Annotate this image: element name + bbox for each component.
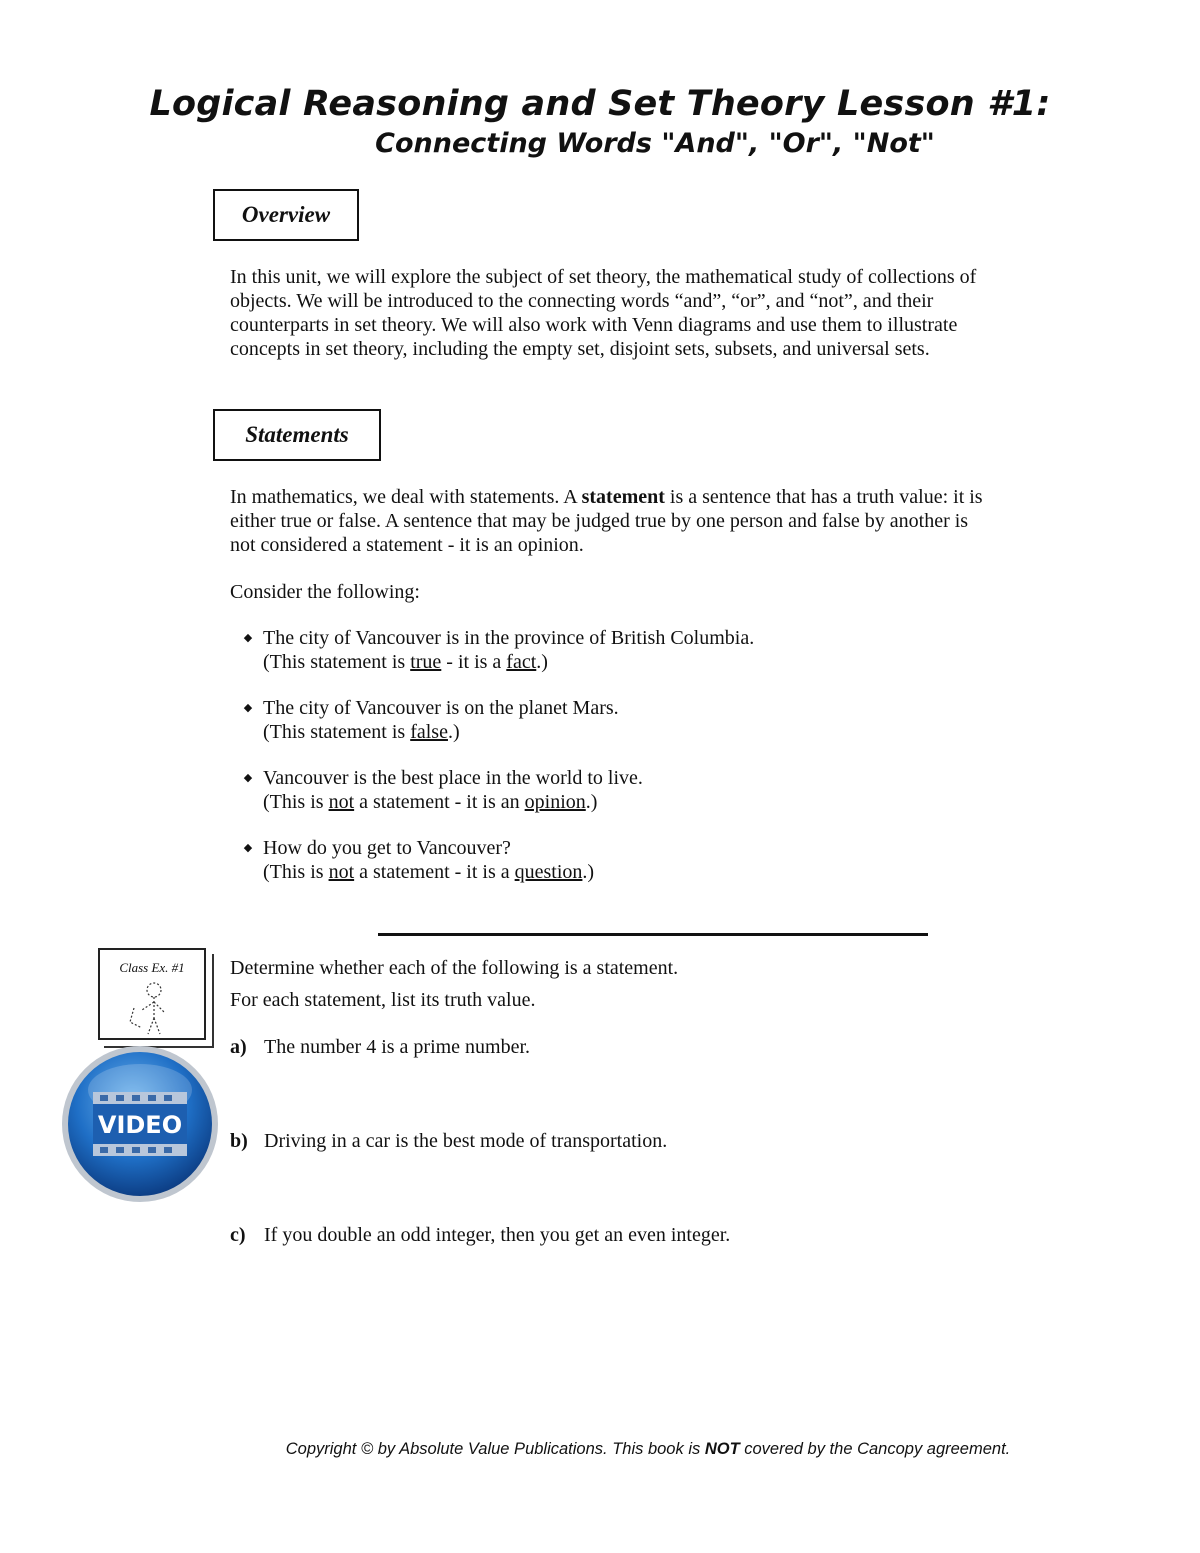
question-b — [230, 1129, 667, 1153]
overview-line: counterparts in set theory. We will also work with Venn diagrams and use them to illustrate — [230, 314, 958, 336]
bullet-icon: ◆ — [243, 842, 253, 854]
section-divider — [378, 933, 928, 936]
statement-term: statement — [581, 486, 665, 508]
question-c — [230, 1223, 730, 1247]
page-title: Logical Reasoning and Set Theory Lesson #1: — [149, 84, 1051, 124]
video-label: VIDEO — [97, 1111, 183, 1139]
overview-line: concepts in set theory, including the empty set, disjoint sets, subsets, and universal sets. — [230, 338, 930, 360]
statements-line: In mathematics, we deal with statements. A statement is a sentence that has a truth value: it is — [230, 486, 983, 508]
question-text: If you double an odd integer, then you get an even integer. — [264, 1224, 731, 1246]
question-letter: b) — [230, 1130, 248, 1152]
overview-heading: Overview — [213, 189, 359, 241]
class-ex-label: Class Ex. #1 — [119, 960, 185, 975]
overview-line: objects. We will be introduced to the connecting words “and”, “or”, and “not”, and their — [230, 290, 934, 312]
list-item: ◆ How do you get to Vancouver? (This is not a statement - it is a question.) — [233, 836, 1113, 884]
question-text: The number 4 is a prime number. — [264, 1036, 531, 1058]
question-a — [230, 1035, 530, 1059]
list-item: ◆ The city of Vancouver is in the province of British Columbia. (This statement is true - it is a fact.) — [233, 626, 1113, 674]
instruction-1: Determine whether each of the following is a statement. — [230, 957, 679, 979]
bullet-list — [233, 626, 1113, 884]
bullet-icon: ◆ — [243, 702, 253, 714]
page-subtitle: Connecting Words "And", "Or", "Not" — [375, 128, 935, 159]
overview-line: In this unit, we will explore the subject of set theory, the mathematical study of collections of — [230, 266, 977, 288]
list-item: ◆ Vancouver is the best place in the world to live. (This is not a statement - it is an opinion.) — [233, 766, 1113, 814]
overview-paragraph — [230, 265, 1130, 361]
instruction-2: For each statement, list its truth value. — [230, 989, 536, 1011]
question-letter: a) — [230, 1036, 247, 1058]
consider-text: Consider the following: — [230, 581, 420, 603]
copyright-footer: Copyright © by Absolute Value Publications. This book is NOT covered by the Cancopy agreement. — [285, 1440, 1011, 1458]
list-item: ◆ The city of Vancouver is on the planet Mars. (This statement is false.) — [233, 696, 1113, 744]
bullet-icon: ◆ — [243, 632, 253, 644]
statements-heading: Statements — [213, 409, 381, 461]
teacher-figure-icon — [120, 978, 180, 1038]
question-letter: c) — [230, 1224, 246, 1246]
statements-paragraph — [230, 485, 1130, 557]
bullet-icon: ◆ — [243, 772, 253, 784]
question-text: Driving in a car is the best mode of transportation. — [264, 1130, 668, 1152]
statements-line: not considered a statement - it is an opinion. — [230, 534, 584, 556]
statements-line: either true or false. A sentence that may be judged true by one person and false by another is — [230, 510, 969, 532]
video-icon[interactable] — [60, 1044, 220, 1204]
class-ex-box — [98, 948, 206, 1040]
